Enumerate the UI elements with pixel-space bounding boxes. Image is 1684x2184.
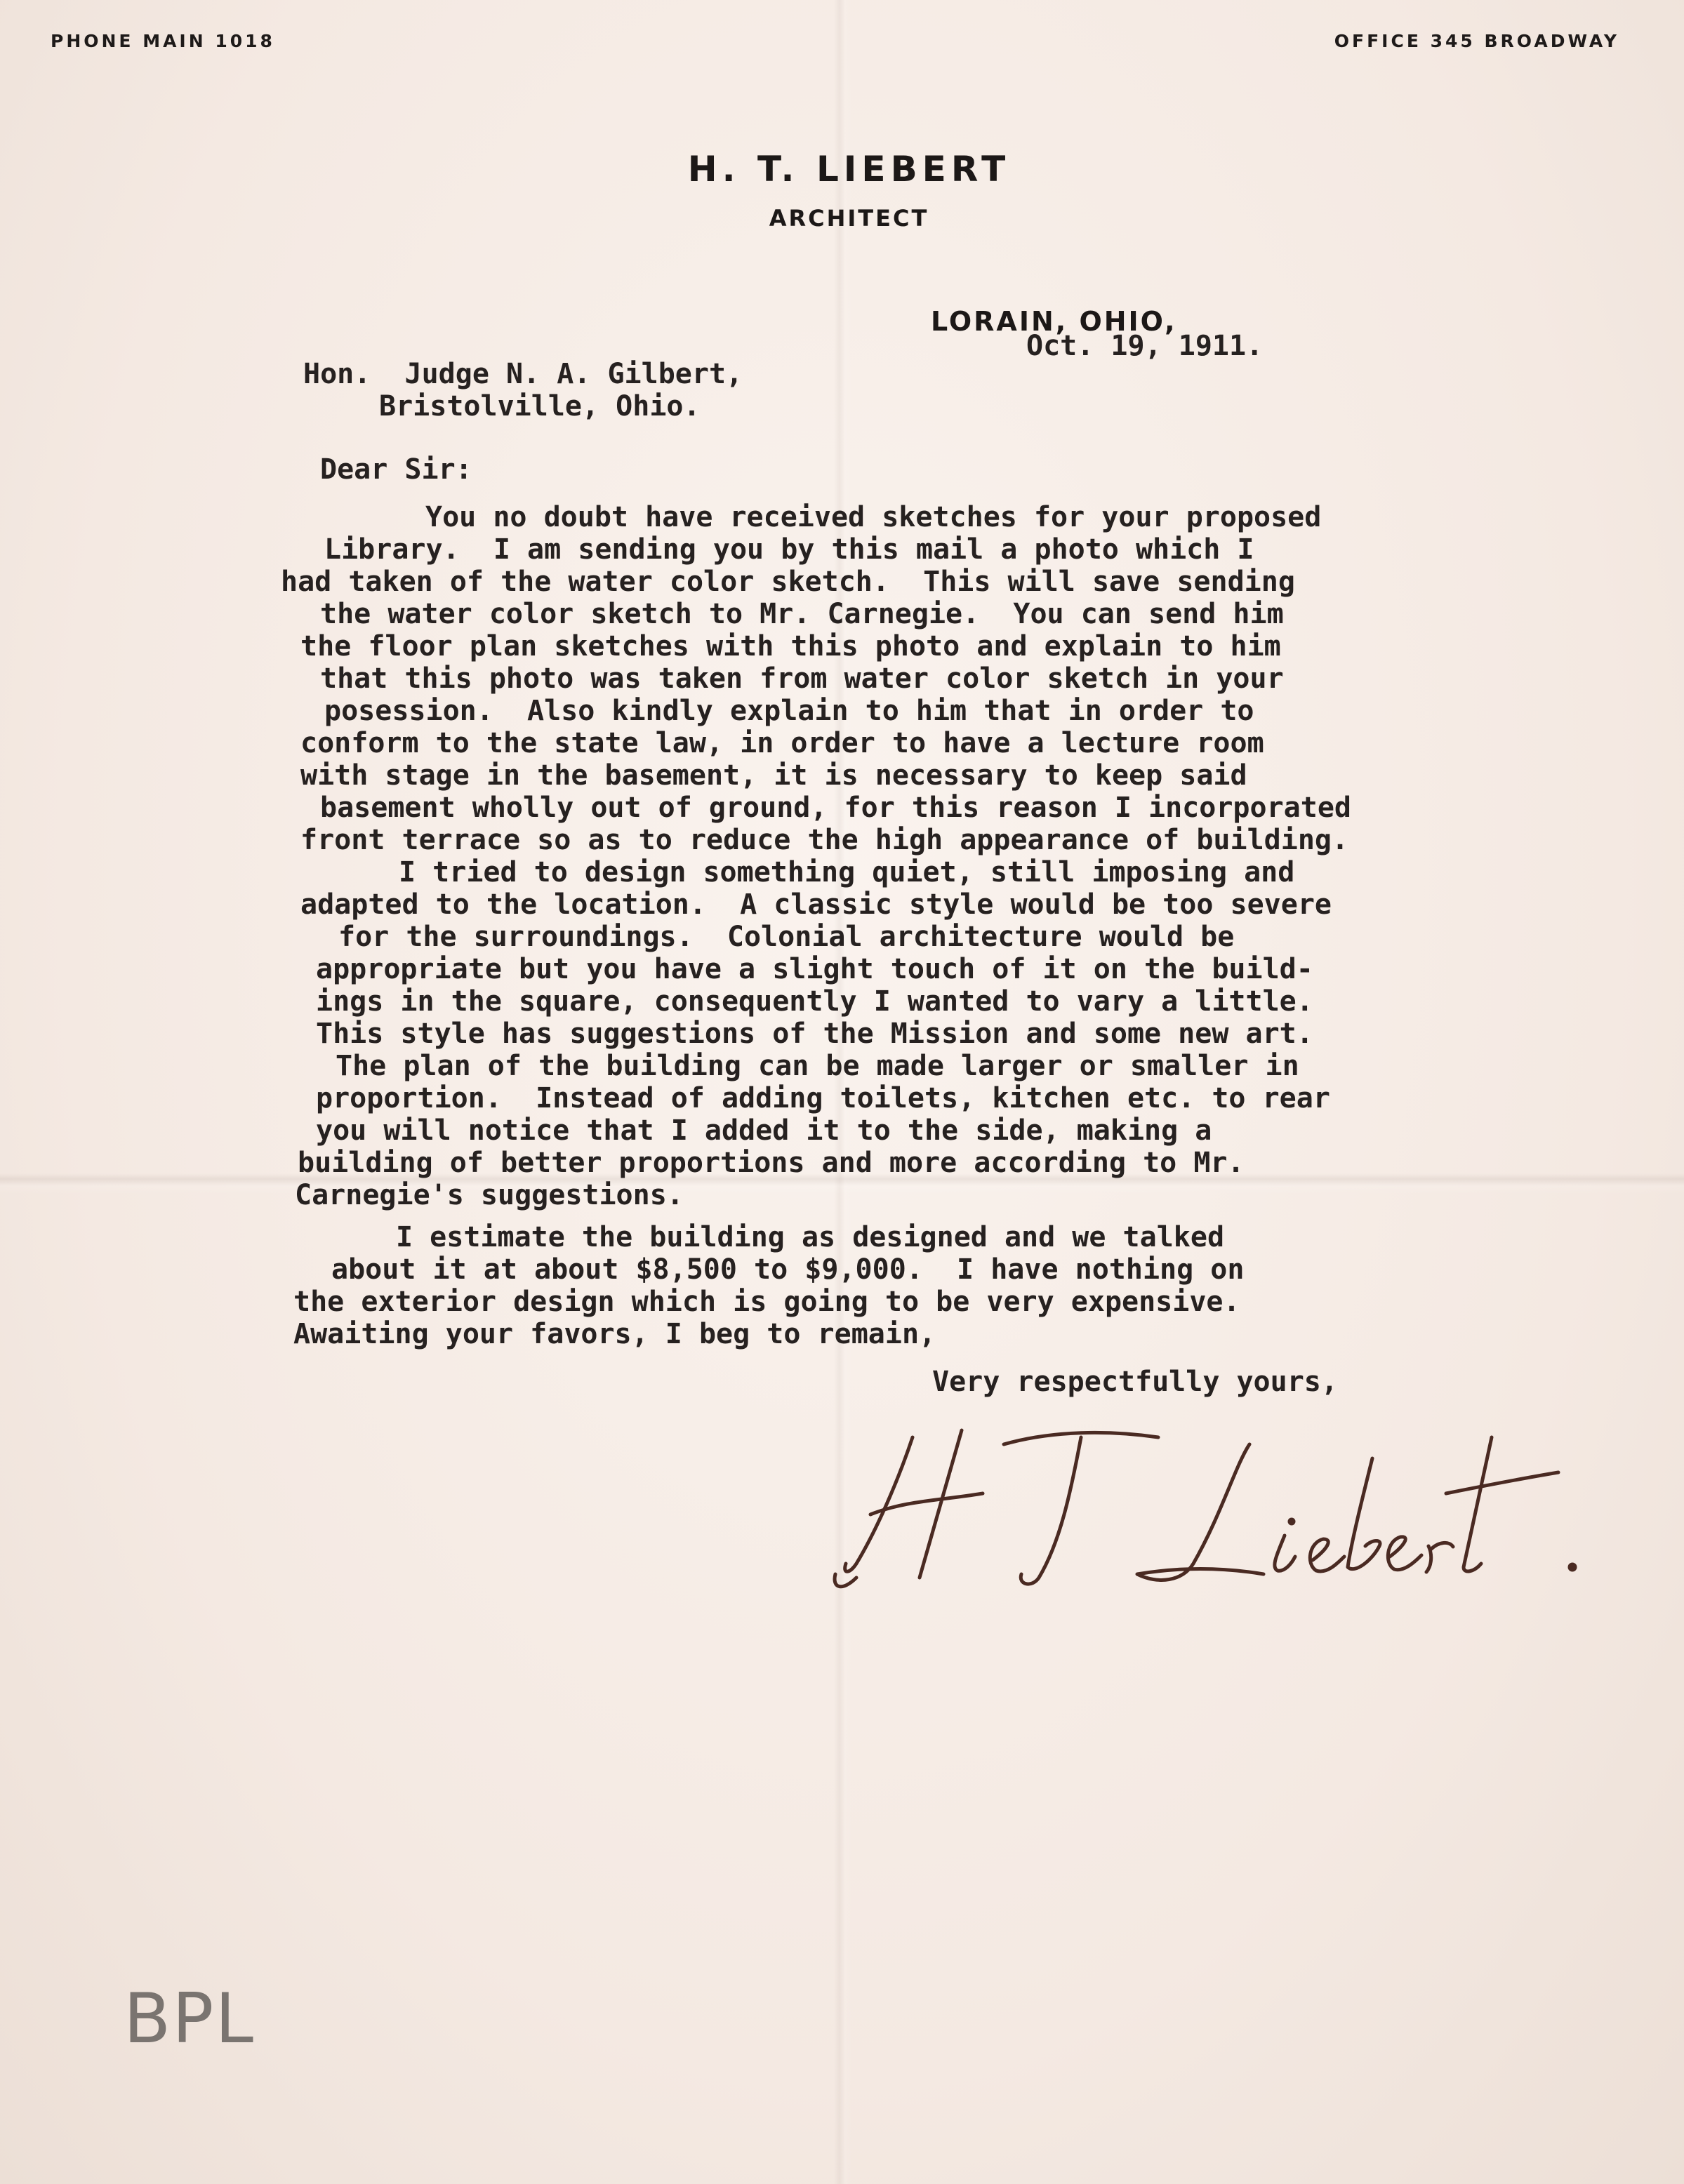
body-line: had taken of the water color sketch. This will save sending xyxy=(281,566,1295,598)
body-line: that this photo was taken from water color sketch in your xyxy=(320,662,1284,695)
letterhead-city: LORAIN, OHIO, xyxy=(931,306,1177,337)
recipient-address: Bristolville, Ohio. xyxy=(379,390,701,422)
body-line: You no doubt have received sketches for your proposed xyxy=(425,501,1322,533)
body-line: Awaiting your favors, I beg to remain, xyxy=(293,1318,936,1350)
body-line: you will notice that I added it to the side, making a xyxy=(316,1114,1212,1147)
letterhead-profession: ARCHITECT xyxy=(769,205,929,232)
body-line: basement wholly out of ground, for this reason I incorporated xyxy=(320,792,1352,824)
salutation: Dear Sir: xyxy=(320,453,472,486)
letter-date: Oct. 19, 1911. xyxy=(1026,330,1264,362)
watermark: BPL xyxy=(124,1979,255,2059)
letterhead-office: OFFICE 345 BROADWAY xyxy=(1334,31,1619,51)
body-line: conform to the state law, in order to have a lecture room xyxy=(300,727,1264,759)
signature xyxy=(828,1416,1600,1613)
body-line: front terrace so as to reduce the high appearance of building. xyxy=(300,824,1349,856)
body-line: the water color sketch to Mr. Carnegie. You can send him xyxy=(320,598,1284,630)
letter-closing: Very respectfully yours, xyxy=(932,1366,1338,1398)
body-line: This style has suggestions of the Mission and some new art. xyxy=(316,1018,1313,1050)
body-line: The plan of the building can be made larger or smaller in xyxy=(336,1050,1299,1082)
body-line: I tried to design something quiet, still imposing and xyxy=(399,856,1295,888)
body-line: ings in the square, consequently I wanted to vary a little. xyxy=(316,985,1313,1018)
body-line: for the surroundings. Colonial architecture would be xyxy=(338,921,1235,953)
body-line: the exterior design which is going to be very expensive. xyxy=(293,1286,1240,1318)
body-line: Library. I am sending you by this mail a photo which I xyxy=(324,533,1254,566)
body-line: building of better proportions and more according to Mr. xyxy=(298,1147,1245,1179)
body-line: the floor plan sketches with this photo and explain to him xyxy=(300,630,1281,662)
recipient-name: Hon. Judge N. A. Gilbert, xyxy=(303,358,743,390)
body-line: adapted to the location. A classic style would be too severe xyxy=(300,888,1332,921)
body-line: appropriate but you have a slight touch of it on the build- xyxy=(316,953,1313,985)
letterhead-name: H. T. LIEBERT xyxy=(687,149,1011,189)
letterhead-phone: PHONE MAIN 1018 xyxy=(51,31,275,51)
body-line: proportion. Instead of adding toilets, kitchen etc. to rear xyxy=(316,1082,1330,1114)
body-line: I estimate the building as designed and we talked xyxy=(396,1221,1225,1253)
body-line: posession. Also kindly explain to him that in order to xyxy=(324,695,1254,727)
body-line: about it at about $8,500 to $9,000. I have nothing on xyxy=(331,1253,1245,1286)
body-line: Carnegie's suggestions. xyxy=(295,1179,684,1211)
body-line: with stage in the basement, it is necessary to keep said xyxy=(300,759,1247,792)
